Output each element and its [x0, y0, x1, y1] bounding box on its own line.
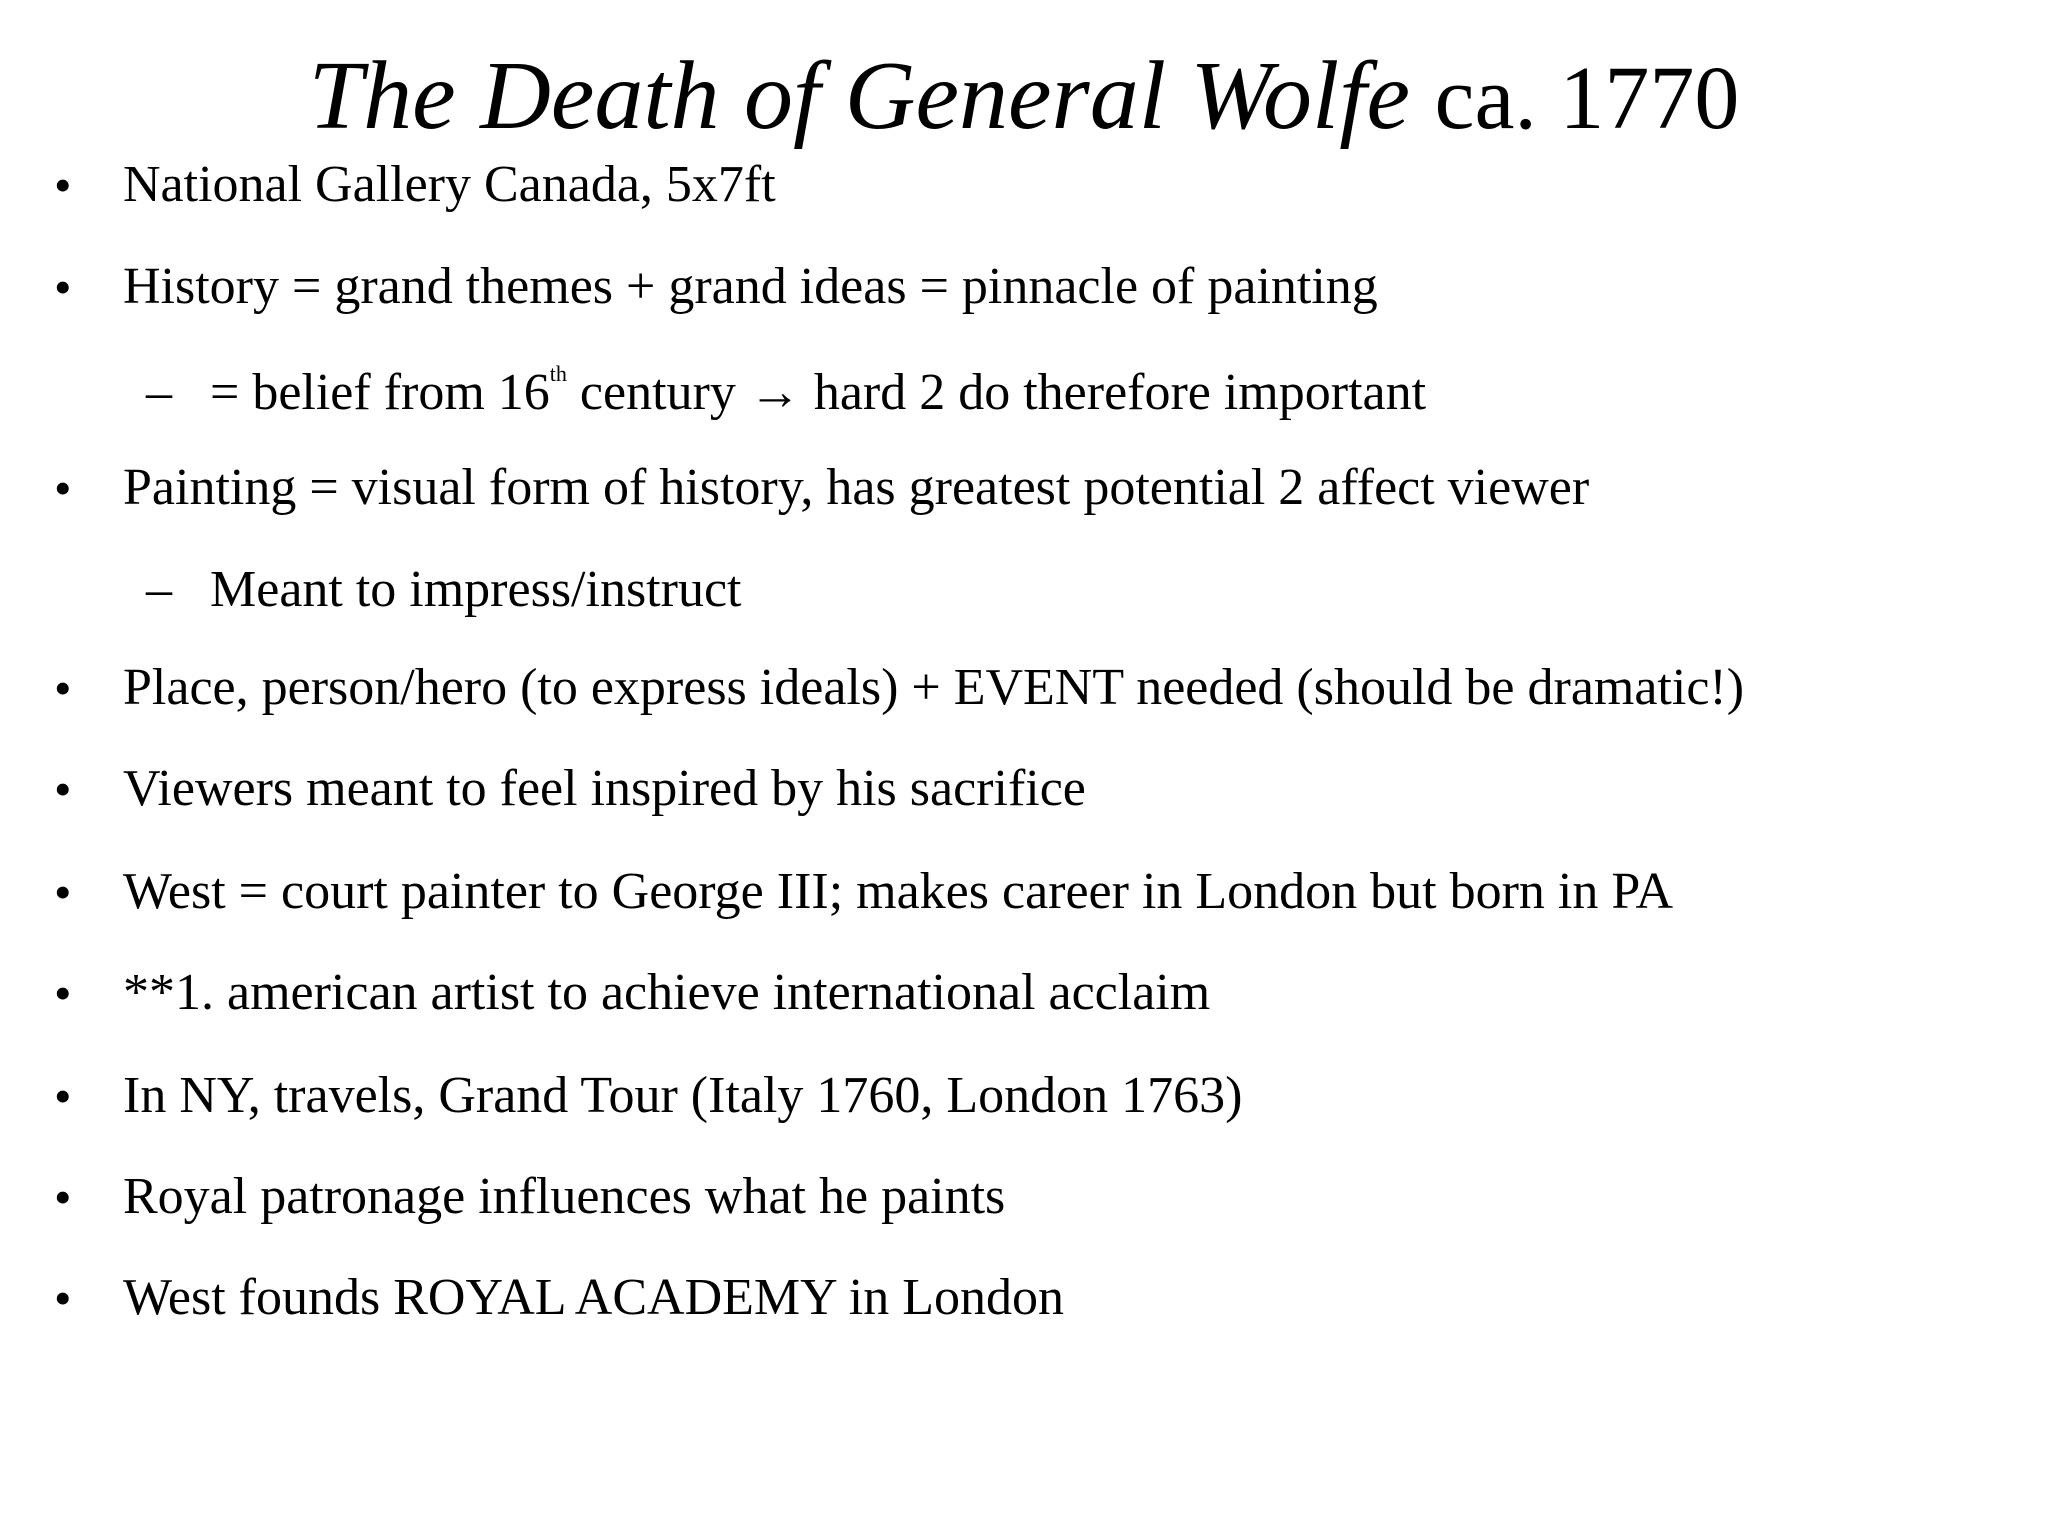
- bullet-text: In NY, travels, Grand Tour (Italy 1760, London 1763): [123, 1067, 1243, 1124]
- bullet-marker: •: [54, 157, 72, 213]
- sub-bullet-text-post: century → hard 2 do therefore important: [566, 364, 1427, 421]
- bullet-text: **1. american artist to achieve international acclaim: [123, 964, 1211, 1021]
- sub-bullet-marker: –: [146, 364, 172, 421]
- bullet-marker: •: [54, 660, 72, 716]
- bullet-marker: •: [54, 1270, 72, 1326]
- sub-bullet-marker: –: [146, 561, 172, 618]
- bullet-marker: •: [54, 460, 72, 516]
- bullet-marker: •: [54, 1068, 72, 1124]
- bullet-text: Viewers meant to feel inspired by his sacrifice: [123, 760, 1086, 817]
- bullet-marker: •: [54, 761, 72, 817]
- bullet-marker: •: [54, 1169, 72, 1225]
- title-artwork-name: The Death of General Wolfe: [308, 42, 1411, 150]
- bullet-text: Place, person/hero (to express ideals) + EVENT needed (should be dramatic!): [123, 659, 1745, 716]
- bullet-text: West founds ROYAL ACADEMY in London: [123, 1269, 1064, 1326]
- sub-bullet-text: Meant to impress/instruct: [210, 561, 742, 618]
- bullet-text: Royal patronage influences what he paints: [123, 1168, 1006, 1225]
- bullet-text: National Gallery Canada, 5x7ft: [123, 156, 776, 213]
- bullet-marker: •: [54, 864, 72, 920]
- bullet-marker: •: [54, 259, 72, 315]
- sub-bullet-text: [210, 358, 1426, 428]
- title-date: ca. 1770: [1434, 49, 1740, 148]
- bullet-text: History = grand themes + grand ideas = pinnacle of painting: [123, 258, 1378, 315]
- superscript-suffix: th: [549, 361, 567, 386]
- bullet-marker: •: [54, 965, 72, 1021]
- sub-bullet-text-pre: = belief from 16: [210, 364, 550, 421]
- bullet-text: West = court painter to George III; makes career in London but born in PA: [123, 863, 1674, 920]
- bullet-text: Painting = visual form of history, has greatest potential 2 affect viewer: [123, 459, 1590, 516]
